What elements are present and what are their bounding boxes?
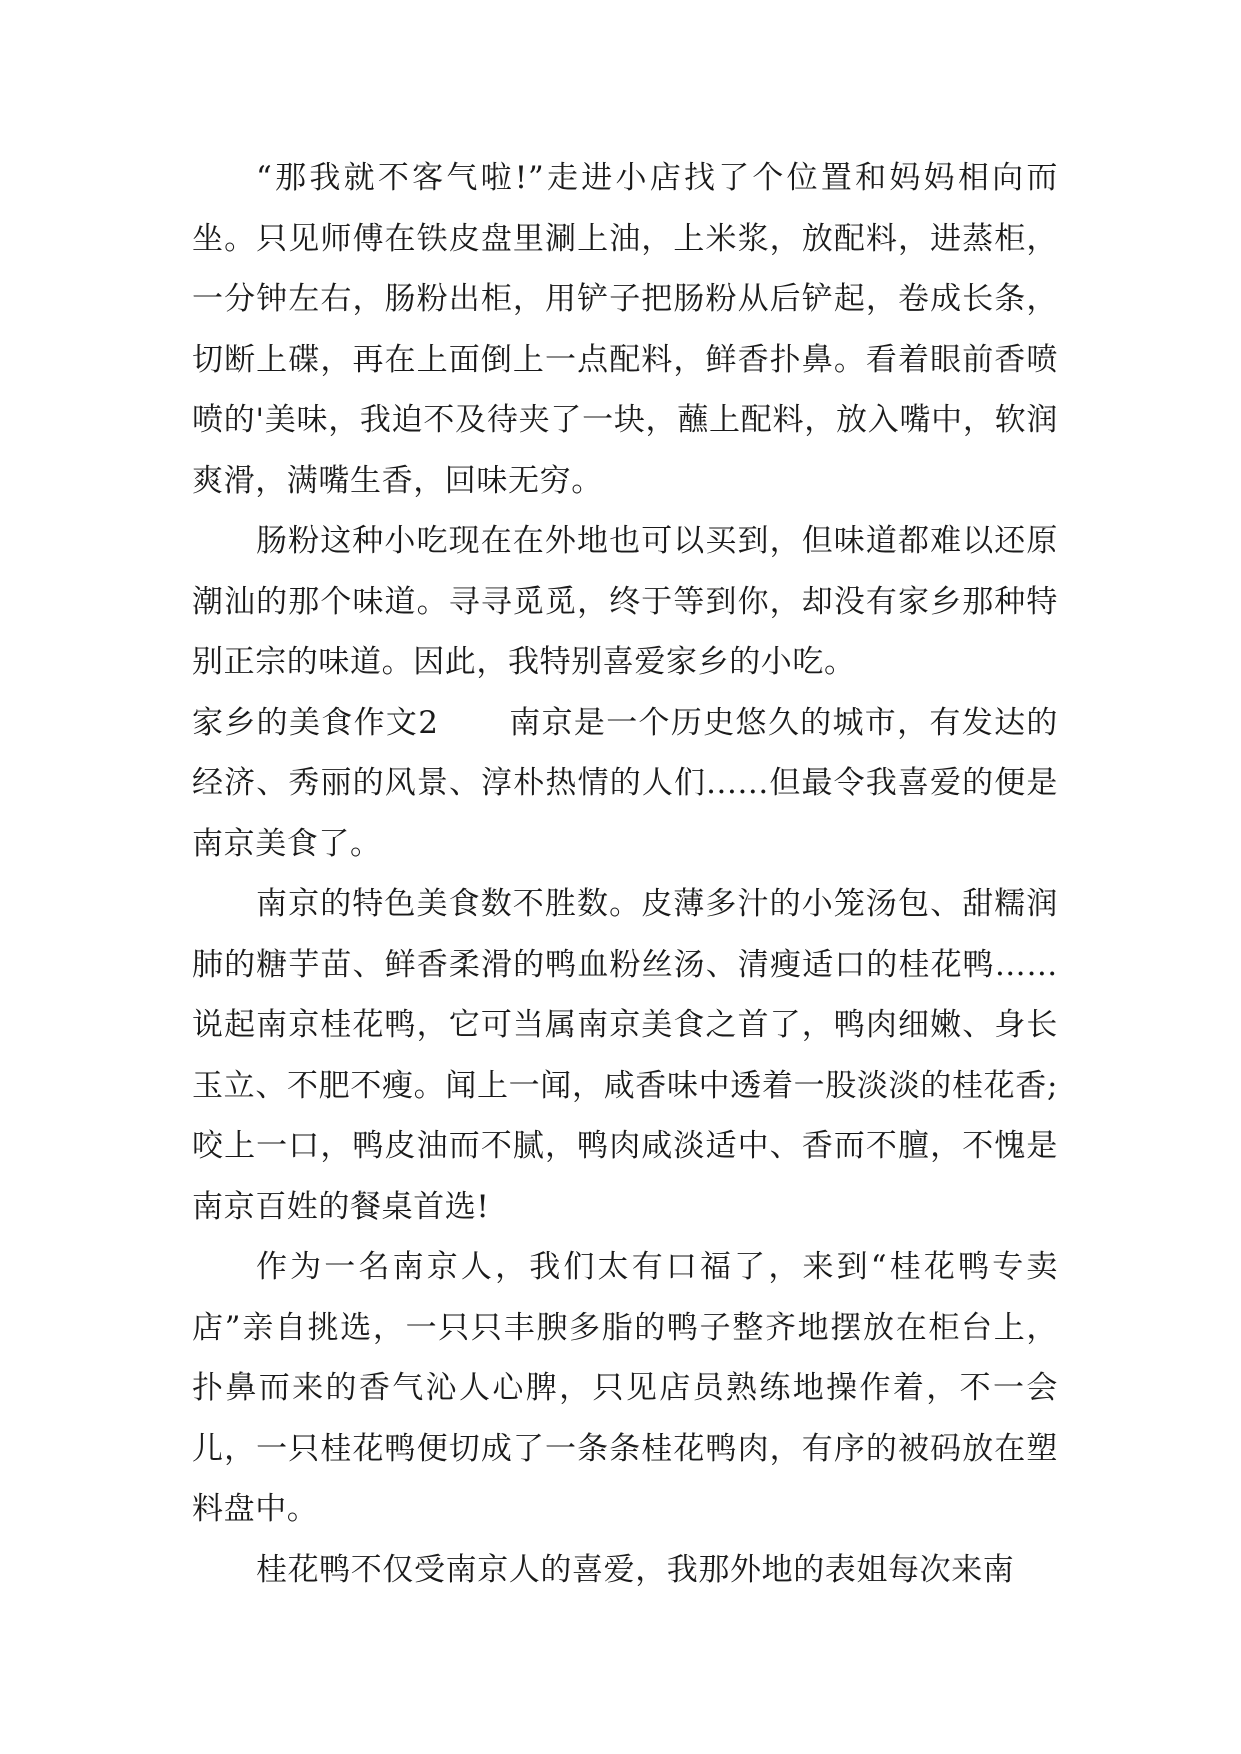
paragraph-duck-shop: 作为一名南京人，我们太有口福了，来到“桂花鸭专卖店”亲自挑选，一只只丰腴多脂的鸭子整齐地摆放在柜台上，扑鼻而来的香气沁人心脾，只见店员熟练地操作着，不一会儿，一只桂花鸭便切成了一条条桂花鸭肉，有序的被码放在塑料盘中。 — [192, 1249, 1058, 1527]
document-body — [192, 148, 1058, 1600]
section-heading-line — [192, 693, 1058, 875]
paragraph-cousin: 桂花鸭不仅受南京人的喜爱，我那外地的表姐每次来南 — [256, 1551, 1015, 1588]
paragraph-nanjing-specialties: 南京的特色美食数不胜数。皮薄多汁的小笼汤包、甜糯润肺的糖芋苗、鲜香柔滑的鸭血粉丝汤、清瘦适口的桂花鸭……说起南京桂花鸭，它可当属南京美食之首了，鸭肉细嫩、身长玉立、不肥不瘦。闻上一闻，咸香味中透着一股淡淡的桂花香;咬上一口，鸭皮油而不腻，鸭肉咸淡适中、香而不膻，不愧是南京百姓的餐桌首选! — [192, 886, 1058, 1225]
section-intro: 南京是一个历史悠久的城市，有发达的经济、秀丽的风景、淳朴热情的人们......但最令我喜爱的便是南京美食了。 — [192, 704, 1058, 862]
paragraph-restaurant-scene: “那我就不客气啦!”走进小店找了个位置和妈妈相向而坐。只见师傅在铁皮盘里涮上油，上米浆，放配料，进蒸柜，一分钟左右，肠粉出柜，用铲子把肠粉从后铲起，卷成长条，切断上碟，再在上面倒上一点配料，鲜香扑鼻。看着眼前香喷喷的'美味，我迫不及待夹了一块，蘸上配料，放入嘴中，软润爽滑，满嘴生香，回味无穷。 — [192, 160, 1058, 499]
paragraph-rice-noodle-roll: 肠粉这种小吃现在在外地也可以买到，但味道都难以还原潮汕的那个味道。寻寻觅觅，终于等到你，却没有家乡那种特别正宗的味道。因此，我特别喜爱家乡的小吃。 — [192, 523, 1058, 680]
section-title: 家乡的美食作文2 — [192, 704, 439, 741]
